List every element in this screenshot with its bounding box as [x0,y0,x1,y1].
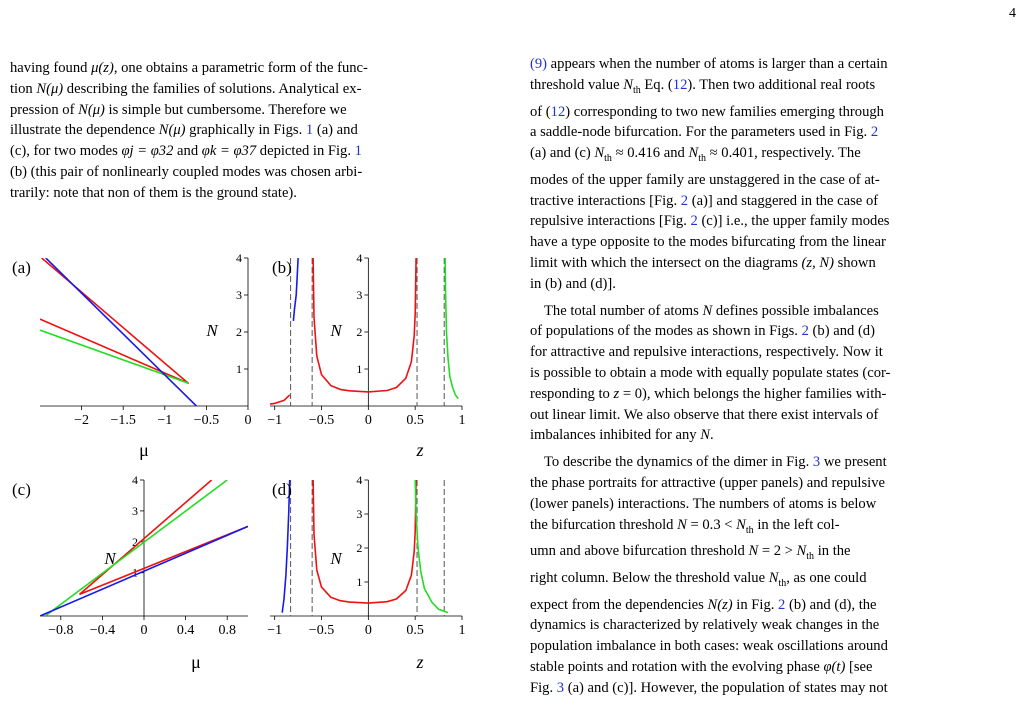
text-run: To describe the dynamics of the dimer in Fig. [544,454,813,471]
text-run: out linear limit. We also observe that there exist intervals of [530,406,879,423]
x-tick-label: −1 [157,413,173,428]
y-axis-label: N [330,549,342,568]
red-curve [313,258,416,392]
y-tick-label: 2 [236,325,242,339]
y-axis-label: N [104,549,116,568]
x-tick-label: 0 [364,623,372,638]
subscript: th [806,551,815,563]
red-curve [80,480,212,594]
y-tick-label: 4 [132,473,138,487]
x-tick-label: 0.5 [406,623,424,638]
math-inline: N [796,543,807,560]
x-tick-label: 1 [458,623,466,638]
math-inline: N [702,302,713,319]
math-inline: N [677,516,687,533]
text-run: depicted in Fig. [256,143,355,160]
y-tick-label: 1 [236,362,242,376]
red-curve [40,258,188,383]
left-text-column [10,58,506,204]
text-run: (a)] and staggered in the case of [688,192,879,209]
text-run: (b) and (d) [808,323,875,340]
text-run: graphically in Figs. [185,122,306,139]
subscript: th [632,84,641,96]
x-tick-label: −0.4 [89,623,116,638]
text-run: . [709,427,714,444]
text-run: Fig. [530,679,557,696]
text-run: of ( [530,103,551,120]
x-tick-label: −1.5 [110,413,136,428]
reference-link[interactable]: 3 [812,454,821,471]
text-run: for attractive and repulsive interactions, respectively. Now it [530,344,883,361]
text-run: describing the families of solutions. Analytical ex- [63,80,362,97]
x-tick-label: 0.4 [176,623,195,638]
y-tick-label: 4 [356,251,363,265]
y-tick-label: 1 [132,565,138,580]
text-run: imbalances inhibited for any [530,427,701,444]
green-curve [45,480,227,616]
y-tick-label: 2 [356,325,363,339]
math-inline: N(z) [707,596,733,613]
math-inline: N(μ) [78,101,105,118]
text-run: = 2 > [758,543,797,560]
text-run: in Fig. [732,596,779,613]
text-run: (a) and (c) [530,145,595,162]
text-run: in the [814,543,851,560]
text-run: = 0.3 < [686,516,737,533]
red-curve [313,480,416,603]
y-tick-label: 3 [356,507,363,521]
math-inline: N [594,145,605,162]
y-tick-label: 3 [236,288,242,302]
reference-link[interactable]: 2 [801,323,809,340]
x-tick-label: 0 [244,413,252,428]
text-run: is possible to obtain a mode with equally populate states (cor- [530,364,891,381]
x-tick-label: −0.8 [48,623,74,638]
paragraph-1 [530,54,1022,295]
subscript: th [698,153,706,164]
math-inline: φ(t) [823,659,846,676]
text-run: the phase portraits for attractive (upper panels) and repulsive [530,474,885,491]
text-run: (a) and (c)]. However, the population of states may not [564,679,888,696]
panel-label: (d) [272,480,292,499]
figure-ref-link[interactable]: 1 [354,143,362,160]
text-run: (c)] i.e., the upper family modes [697,213,890,230]
subscript: th [604,153,612,164]
text-run: tractive interactions [Fig. [530,192,681,209]
text-run: responding to [530,385,614,402]
y-tick-label: 2 [132,534,138,549]
subscript: th [778,577,787,589]
panel-label: (c) [12,480,31,499]
reference-link[interactable]: 2 [778,596,786,613]
text-run: and [173,143,202,160]
blue-curve [40,526,248,616]
math-inline: z [613,385,620,402]
y-axis-label: N [330,321,342,340]
left-paragraph [10,58,506,204]
x-tick-label: 0.5 [406,413,424,428]
right-text-column [530,54,1022,699]
math-inline: N [736,516,746,533]
y-tick-label: 4 [236,251,242,265]
math-inline: φk = φ37 [201,143,257,160]
text-run: , one obtains a parametric form of the func- [113,60,368,76]
text-run: dynamics is characterized by relatively weak changes in the [530,617,880,634]
text-run: ). Then two additional real roots [687,76,876,93]
x-tick-label: −1 [267,413,283,428]
reference-link[interactable]: 12 [672,76,688,93]
math-inline: N [768,569,779,586]
text-run: of populations of the modes as shown in Figs. [530,323,802,340]
text-run: The total number of atoms [544,302,703,319]
text-run: stable points and rotation with the evolving phase [530,659,824,676]
text-run: defines possible imbalances [712,302,879,319]
text-run: (lower panels) interactions. The numbers of atoms is below [530,495,877,512]
x-tick-label: 1 [458,413,466,428]
paragraph-3 [530,452,1022,698]
text-run: ) corresponding to two new families emerging through [565,103,884,120]
text-run: appears when the number of atoms is larger than a certain [547,56,888,72]
reference-link[interactable]: 12 [550,103,566,120]
panel-label: (a) [12,258,31,277]
math-inline: N(μ) [36,80,64,97]
text-run: having found [10,60,92,76]
figure-ref-link[interactable]: 1 [305,122,314,139]
y-tick-label: 4 [356,473,363,487]
x-tick-label: −1 [267,623,283,638]
text-run: (c), for two modes [10,143,122,160]
text-run: ≈ 0.416 and [611,145,689,162]
math-inline: (z, N) [801,254,834,271]
text-run: (b) (this pair of nonlinearly coupled modes was chosen arbi- [10,163,363,180]
text-run: in (b) and (d)]. [530,275,616,292]
green-curve [445,258,458,399]
x-tick-label: −0.5 [308,623,335,638]
red-curve [80,526,249,594]
y-tick-label: 1 [356,362,363,376]
x-axis-label: z [416,440,424,460]
math-inline: μ(z) [91,60,114,76]
math-inline: N [623,76,633,93]
text-run: modes of the upper family are unstaggered in the case of at- [530,171,880,188]
panel-label: (b) [272,258,292,277]
reference-link[interactable]: 3 [556,679,565,696]
green-curve [415,480,448,613]
text-run: we present [820,454,887,471]
x-tick-label: −0.5 [308,413,335,428]
text-run: illustrate the dependence [10,122,159,139]
math-inline: N [748,543,759,560]
text-run: , as one could [786,569,867,586]
y-tick-label: 2 [356,541,363,555]
text-run: right column. Below the threshold value [530,569,769,586]
chart-panel-b [267,251,465,460]
blue-curve [46,258,197,406]
reference-link[interactable]: (9) [530,56,548,72]
y-axis-label: N [206,321,218,340]
chart-panel-d [267,473,465,672]
green-curve [40,330,188,383]
text-run: = 0), which belongs the higher families with- [619,385,887,402]
x-axis-label: μ [191,652,201,672]
text-run: Eq. ( [640,76,673,93]
text-run: in the left col- [753,516,840,533]
reference-link[interactable]: 2 [870,124,879,141]
red-curve [270,395,290,404]
text-run: umn and above bifurcation threshold [530,543,749,560]
x-tick-label: 0 [140,623,148,638]
x-axis-label: μ [139,440,149,460]
text-run: expect from the dependencies [530,596,708,613]
x-tick-label: −0.5 [193,413,220,428]
reference-link[interactable]: 2 [690,213,698,230]
text-run: (b) and (d), the [785,596,877,613]
text-run: limit with which the intersect on the diagrams [530,254,802,271]
paragraph-2 [530,301,1022,447]
y-tick-label: 1 [356,575,363,589]
math-inline: φj = φ32 [121,143,174,160]
chart-panel-a [12,251,252,460]
y-tick-label: 3 [356,288,363,302]
text-run: ≈ 0.401, respectively. The [705,145,861,162]
text-run: tion [10,80,37,97]
reference-link[interactable]: 2 [680,192,689,209]
text-run: have a type opposite to the modes bifurcating from the linear [530,234,886,251]
math-inline: N(μ) [158,122,186,139]
text-run: trarily: note that non of them is the ground state). [10,184,297,201]
text-run: repulsive interactions [Fig. [530,213,691,230]
text-run: population imbalance in both cases: weak oscillations around [530,638,888,655]
x-tick-label: −2 [74,413,90,428]
chart-panel-c [12,473,248,672]
text-run: shown [833,254,876,271]
x-tick-label: 0.8 [218,623,236,638]
text-run: a saddle-node bifurcation. For the parameters used in Fig. [530,124,871,141]
text-run: [see [845,659,873,676]
x-axis-label: z [416,652,424,672]
y-tick-label: 3 [132,503,138,518]
blue-curve [282,480,290,613]
text-run: threshold value [530,76,624,93]
math-inline: N [688,145,699,162]
page-number: 4 [1009,6,1016,21]
x-tick-label: 0 [364,413,372,428]
text-run: the bifurcation threshold [530,516,678,533]
math-inline: N [700,427,710,444]
text-run: is simple but cumbersome. Therefore we [104,101,347,118]
blue-curve [293,258,298,321]
subscript: th [745,524,754,536]
text-run: pression of [10,101,79,118]
text-run: (a) and [313,122,358,139]
